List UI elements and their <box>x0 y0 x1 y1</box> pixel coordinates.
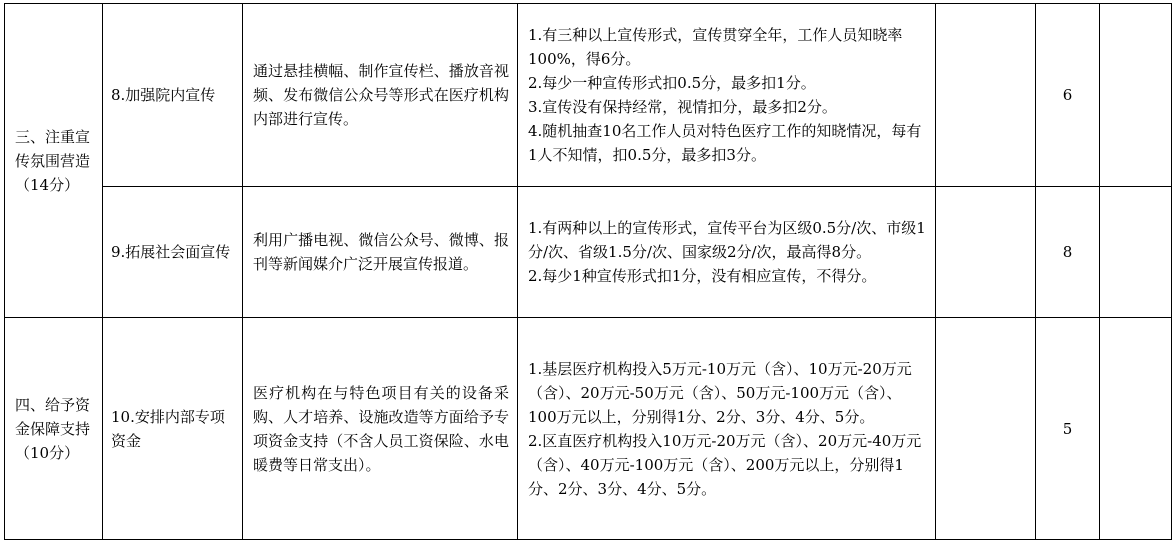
blank-cell <box>1100 187 1172 318</box>
table-row <box>5 318 1172 540</box>
category-cell: 四、给予资金保障支持（10分） <box>5 318 103 540</box>
table-row <box>5 4 1172 187</box>
blank-cell <box>1100 4 1172 187</box>
criteria-line: 2.区直医疗机构投入10万元-20万元（含）、20万元-40万元（含）、40万元-100万元（含）、200万元以上，分别得1分、2分、3分、4分、5分。 <box>528 431 922 498</box>
evaluation-table <box>4 3 1172 540</box>
criteria-line: 2.每少一种宣传形式扣0.5分，最多扣1分。 <box>528 74 816 92</box>
score-cell: 8 <box>1036 187 1100 318</box>
blank-cell <box>1100 318 1172 540</box>
category-cell: 三、注重宣传氛围营造（14分） <box>5 4 103 318</box>
criteria-cell <box>518 318 936 540</box>
table-row <box>5 187 1172 318</box>
criteria-line: 1.有两种以上的宣传形式，宣传平台为区级0.5分/次、市级1分/次、省级1.5分/次、国家级2分/次，最高得8分。 <box>528 219 926 261</box>
blank-cell <box>936 4 1036 187</box>
content-cell: 利用广播电视、微信公众号、微博、报刊等新闻媒介广泛开展宣传报道。 <box>243 187 518 318</box>
criteria-line: 1.基层医疗机构投入5万元-10万元（含）、10万元-20万元（含）、20万元-50万元（含）、50万元-100万元（含）、100万元以上，分别得1分、2分、3分、4分、5分。 <box>528 359 912 426</box>
content-cell: 通过悬挂横幅、制作宣传栏、播放音视频、发布微信公众号等形式在医疗机构内部进行宣传。 <box>243 4 518 187</box>
blank-cell <box>936 187 1036 318</box>
content-cell: 医疗机构在与特色项目有关的设备采购、人才培养、设施改造等方面给予专项资金支持（不含人员工资保险、水电暖费等日常支出）。 <box>243 318 518 540</box>
criteria-line: 2.每少1种宣传形式扣1分，没有相应宣传，不得分。 <box>528 267 877 285</box>
score-cell: 6 <box>1036 4 1100 187</box>
criteria-line: 4.随机抽查10名工作人员对特色医疗工作的知晓情况，每有1人不知情，扣0.5分，最多扣3分。 <box>528 122 922 164</box>
score-cell: 5 <box>1036 318 1100 540</box>
item-cell: 8.加强院内宣传 <box>103 4 243 187</box>
criteria-cell <box>518 4 936 187</box>
blank-cell <box>936 318 1036 540</box>
criteria-cell <box>518 187 936 318</box>
criteria-line: 1.有三种以上宣传形式，宣传贯穿全年，工作人员知晓率100%，得6分。 <box>528 26 903 68</box>
item-cell: 9.拓展社会面宣传 <box>103 187 243 318</box>
criteria-line: 3.宣传没有保持经常，视情扣分，最多扣2分。 <box>528 98 837 116</box>
item-cell: 10.安排内部专项资金 <box>103 318 243 540</box>
